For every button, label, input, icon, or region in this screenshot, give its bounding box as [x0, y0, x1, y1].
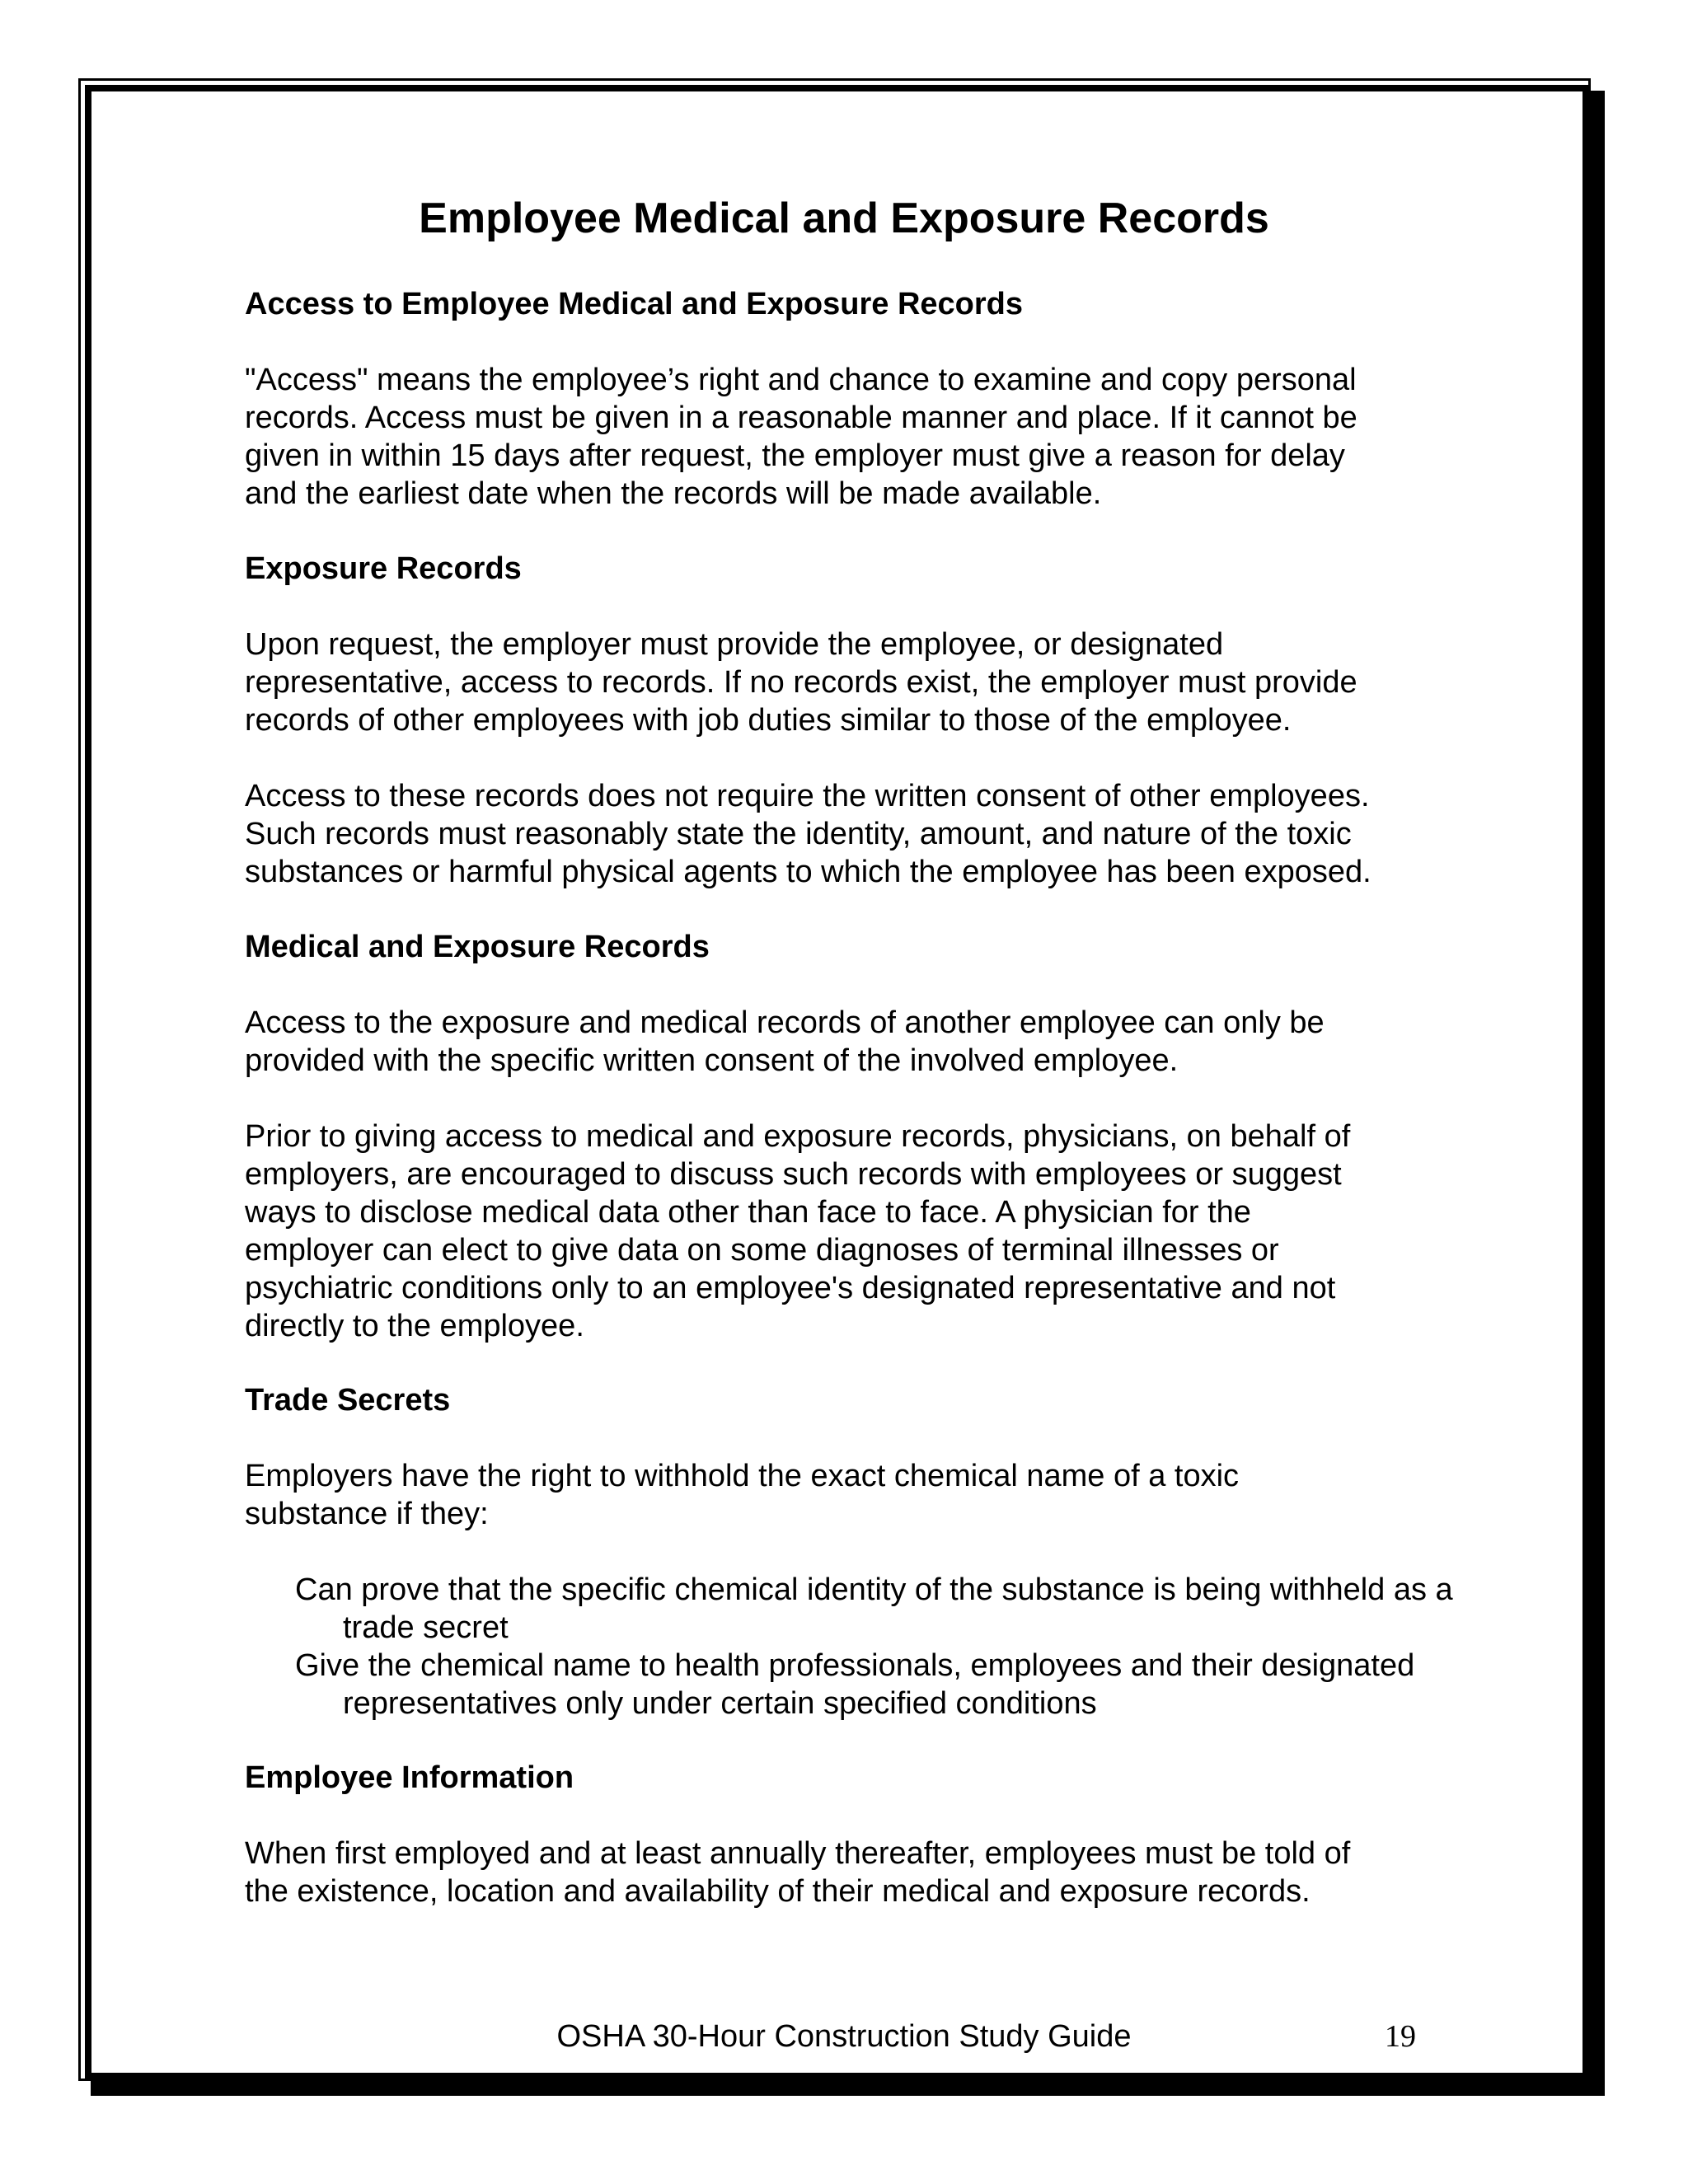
footer-guide-title: OSHA 30-Hour Construction Study Guide — [556, 2019, 1132, 2054]
paragraph-trade-secrets: Employers have the right to withhold the exact chemical name of a toxic substance if they: — [245, 1459, 1240, 1531]
section-heading-medical-exposure: Medical and Exposure Records — [245, 930, 710, 964]
page-number: 19 — [1385, 2019, 1416, 2054]
section-heading-trade-secrets: Trade Secrets — [245, 1383, 451, 1418]
paragraph-employee-information: When first employed and at least annually thereafter, employees must be told of the existence, location and availability of their medical and exposure records. — [245, 1836, 1351, 1909]
paragraph-exposure-request: Upon request, the employer must provide the employee, or designated representative, access to records. If no records exist, the employer must provide records of other employees with job duties similar to those of the employee. — [245, 627, 1357, 738]
paragraph-physician-discussion: Prior to giving access to medical and exposure records, physicians, on behalf of employers, are encouraged to discuss such records with employees or suggest ways to disclose medical data other than face to face. A physician for the employer can elect to give data on some diagnoses of terminal illnesses or psychiatric conditions only to an employee's designated representative and not directly to the employee. — [245, 1119, 1351, 1343]
list-item-trade-secret-disclosure: Give the chemical name to health professionals, employees and their designated representatives only under certain specified conditions — [295, 1648, 1415, 1721]
paragraph-medical-consent: Access to the exposure and medical records of another employee can only be provided with the specific written consent of the involved employee. — [245, 1005, 1325, 1078]
section-heading-employee-information: Employee Information — [245, 1760, 574, 1795]
section-heading-access: Access to Employee Medical and Exposure Records — [245, 287, 1024, 321]
section-heading-exposure-records: Exposure Records — [245, 551, 522, 586]
paragraph-access-definition: "Access" means the employee’s right and chance to examine and copy personal records. Access must be given in a reasonable manner and place. If it cannot be given in within 15 days after request, the employer must give a reason for delay and the earliest date when the records will be made available. — [245, 363, 1357, 511]
page-title: Employee Medical and Exposure Records — [419, 194, 1269, 242]
list-item-trade-secret-proof: Can prove that the specific chemical identity of the substance is being withheld as a trade secret — [295, 1572, 1453, 1645]
paragraph-exposure-consent: Access to these records does not require the written consent of other employees. Such records must reasonably state the identity, amount, and nature of the toxic substances or harmful physical agents to which the employee has been exposed. — [245, 779, 1372, 889]
